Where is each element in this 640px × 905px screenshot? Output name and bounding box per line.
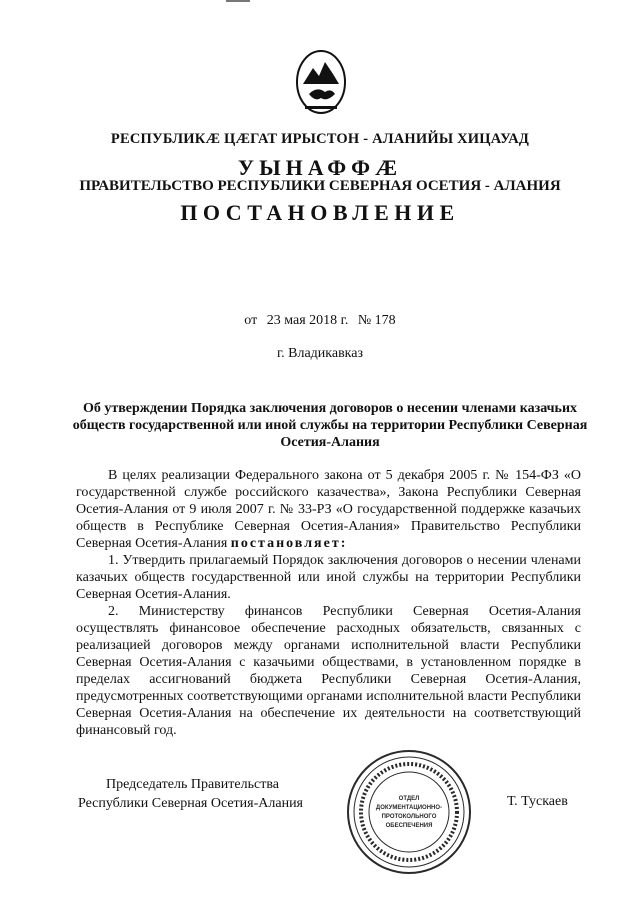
document-body	[76, 467, 581, 739]
issue-city: г. Владикавказ	[276, 346, 364, 361]
body-paragraph-2: 1. Утвердить прилагаемый Порядок заключения договоров о несении членами казачьих обществ государственной или иной службы на территории Республики Северная Осетия-Алания.	[76, 553, 581, 602]
document-number: № 178	[357, 313, 396, 328]
body-paragraph-1	[76, 467, 581, 552]
signatory-position-line-1: Председатель Правительства	[106, 777, 279, 792]
stamp-line-2: ДОКУМЕНТАЦИОННО-	[375, 805, 443, 811]
document-type-ossetian: УЫНАФФӔ	[237, 155, 403, 180]
coat-of-arms-emblem	[291, 48, 351, 118]
signatory-position-line-2: Республики Северная Осетия-Алания	[78, 796, 303, 811]
date-number-line	[0, 313, 640, 329]
body-paragraph-3: 2. Министерству финансов Республики Северная Осетия-Алания осуществлять финансовое обеспечение расходных обязательств, связанных с реализацией договоров между органами исполнительной власти Республики Северная Осетия-Алания с казачьими обществами, в установленном порядке в пределах ассигнований бюджета Республики Северная Осетия-Алания, предусмотренных соответствующими органами исполнительной власти Республики Северная Осетия-Алания на обеспечение их деятельности на соответствующий финансовый год.	[76, 604, 581, 738]
official-stamp	[345, 748, 473, 876]
document-date: 23 мая 2018 г.	[266, 313, 349, 328]
stamp-line-4: ОБЕСПЕЧЕНИЯ	[385, 823, 433, 829]
government-name: ПРАВИТЕЛЬСТВО РЕСПУБЛИКИ СЕВЕРНАЯ ОСЕТИЯ - АЛАНИЯ	[79, 178, 561, 194]
stamp-line-3: ПРОТОКОЛЬНОГО	[381, 814, 437, 820]
scan-artifact-line	[226, 0, 250, 2]
signatory-name: Т. Тускаев	[507, 794, 568, 809]
republic-name-ossetian: РЕСПУБЛИКӔ ЦӔГАТ ИРЫСТОН - АЛАНИЙЫ ХИЦАУАД	[110, 131, 530, 147]
document-subject: Об утверждении Порядка заключения договоров о несении членами казачьих обществ государственной или иной службы на территории Республики Северная Осетия-Алания	[72, 401, 588, 450]
document-type: ПОСТАНОВЛЕНИЕ	[180, 200, 460, 225]
stamp-line-1: ОТДЕЛ	[398, 796, 420, 802]
resolves-word: постановляет:	[230, 536, 348, 551]
date-prefix: от	[244, 313, 258, 328]
body-paragraph-1-text: В целях реализации Федерального закона от 5 декабря 2005 г. № 154-ФЗ «О государственной службе российского казачества», Закона Республики Северная Осетия-Алания от 9 июля 2007 г. № 33-РЗ «О государственной поддержке казачьих обществ в Республике Северная Осетия-Алания» Правительство Республики Северная Осетия-Алания	[76, 468, 581, 551]
signatory-position	[78, 775, 303, 813]
